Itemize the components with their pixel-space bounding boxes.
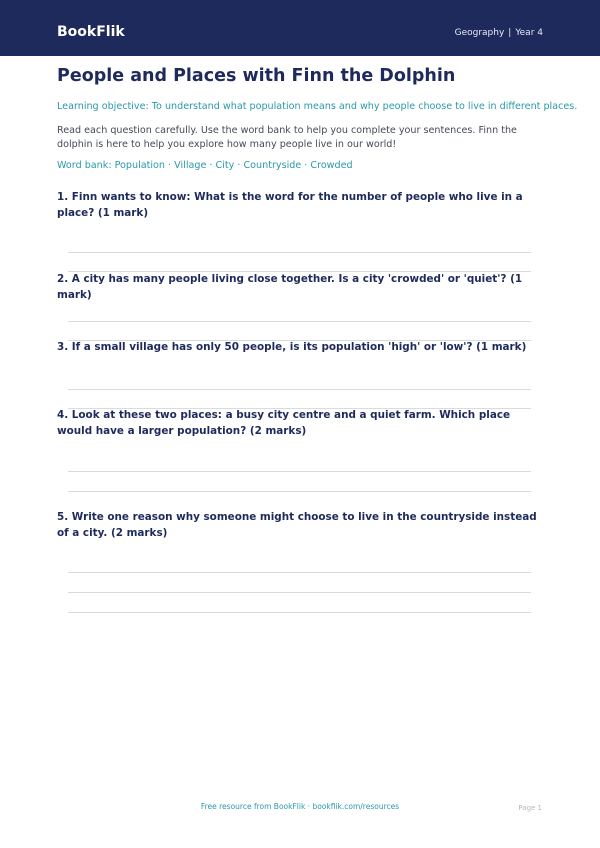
answer-line[interactable]: [68, 321, 531, 322]
brand-logo-text: BookFlik: [57, 24, 125, 40]
word-bank: Word bank: Population · Village · City · Countryside · Crowded: [57, 160, 353, 171]
answer-line[interactable]: [68, 471, 531, 472]
answer-line[interactable]: [68, 592, 531, 593]
answer-line[interactable]: [68, 491, 531, 492]
page-header: [0, 0, 600, 56]
answer-line[interactable]: [68, 389, 531, 390]
answer-line[interactable]: [68, 572, 531, 573]
question-4: 4. Look at these two places: a busy city centre and a quiet farm. Which place would have a larger population? (2 marks): [57, 409, 511, 437]
question-1: 1. Finn wants to know: What is the word for the number of people who live in a place? (1 mark): [57, 191, 523, 219]
answer-line[interactable]: [68, 612, 531, 613]
year-label: Year 4: [515, 28, 543, 38]
learning-objective: Learning objective: To understand what population means and why people choose to live in different places.: [57, 101, 578, 112]
subject-year-label: [455, 27, 543, 39]
question-5: 5. Write one reason why someone might choose to live in the countryside instead of a city. (2 marks): [57, 511, 537, 539]
page-number: Page 1: [518, 804, 542, 812]
footer-text: Free resource from BookFlik · bookflik.com/resources: [200, 802, 400, 811]
worksheet-title: People and Places with Finn the Dolphin: [57, 66, 456, 86]
answer-line[interactable]: [68, 252, 531, 253]
subject-label: Geography: [454, 28, 505, 38]
question-2: 2. A city has many people living close together. Is a city 'crowded' or 'quiet'? (1 mark): [57, 273, 523, 301]
instructions-text: Read each question carefully. Use the word bank to help you complete your sentences. Finn the dolphin is here to help you explore how many people live in our world!: [57, 125, 517, 150]
meta-separator: |: [508, 28, 512, 38]
question-3: 3. If a small village has only 50 people, is its population 'high' or 'low'? (1 mark): [57, 341, 527, 353]
